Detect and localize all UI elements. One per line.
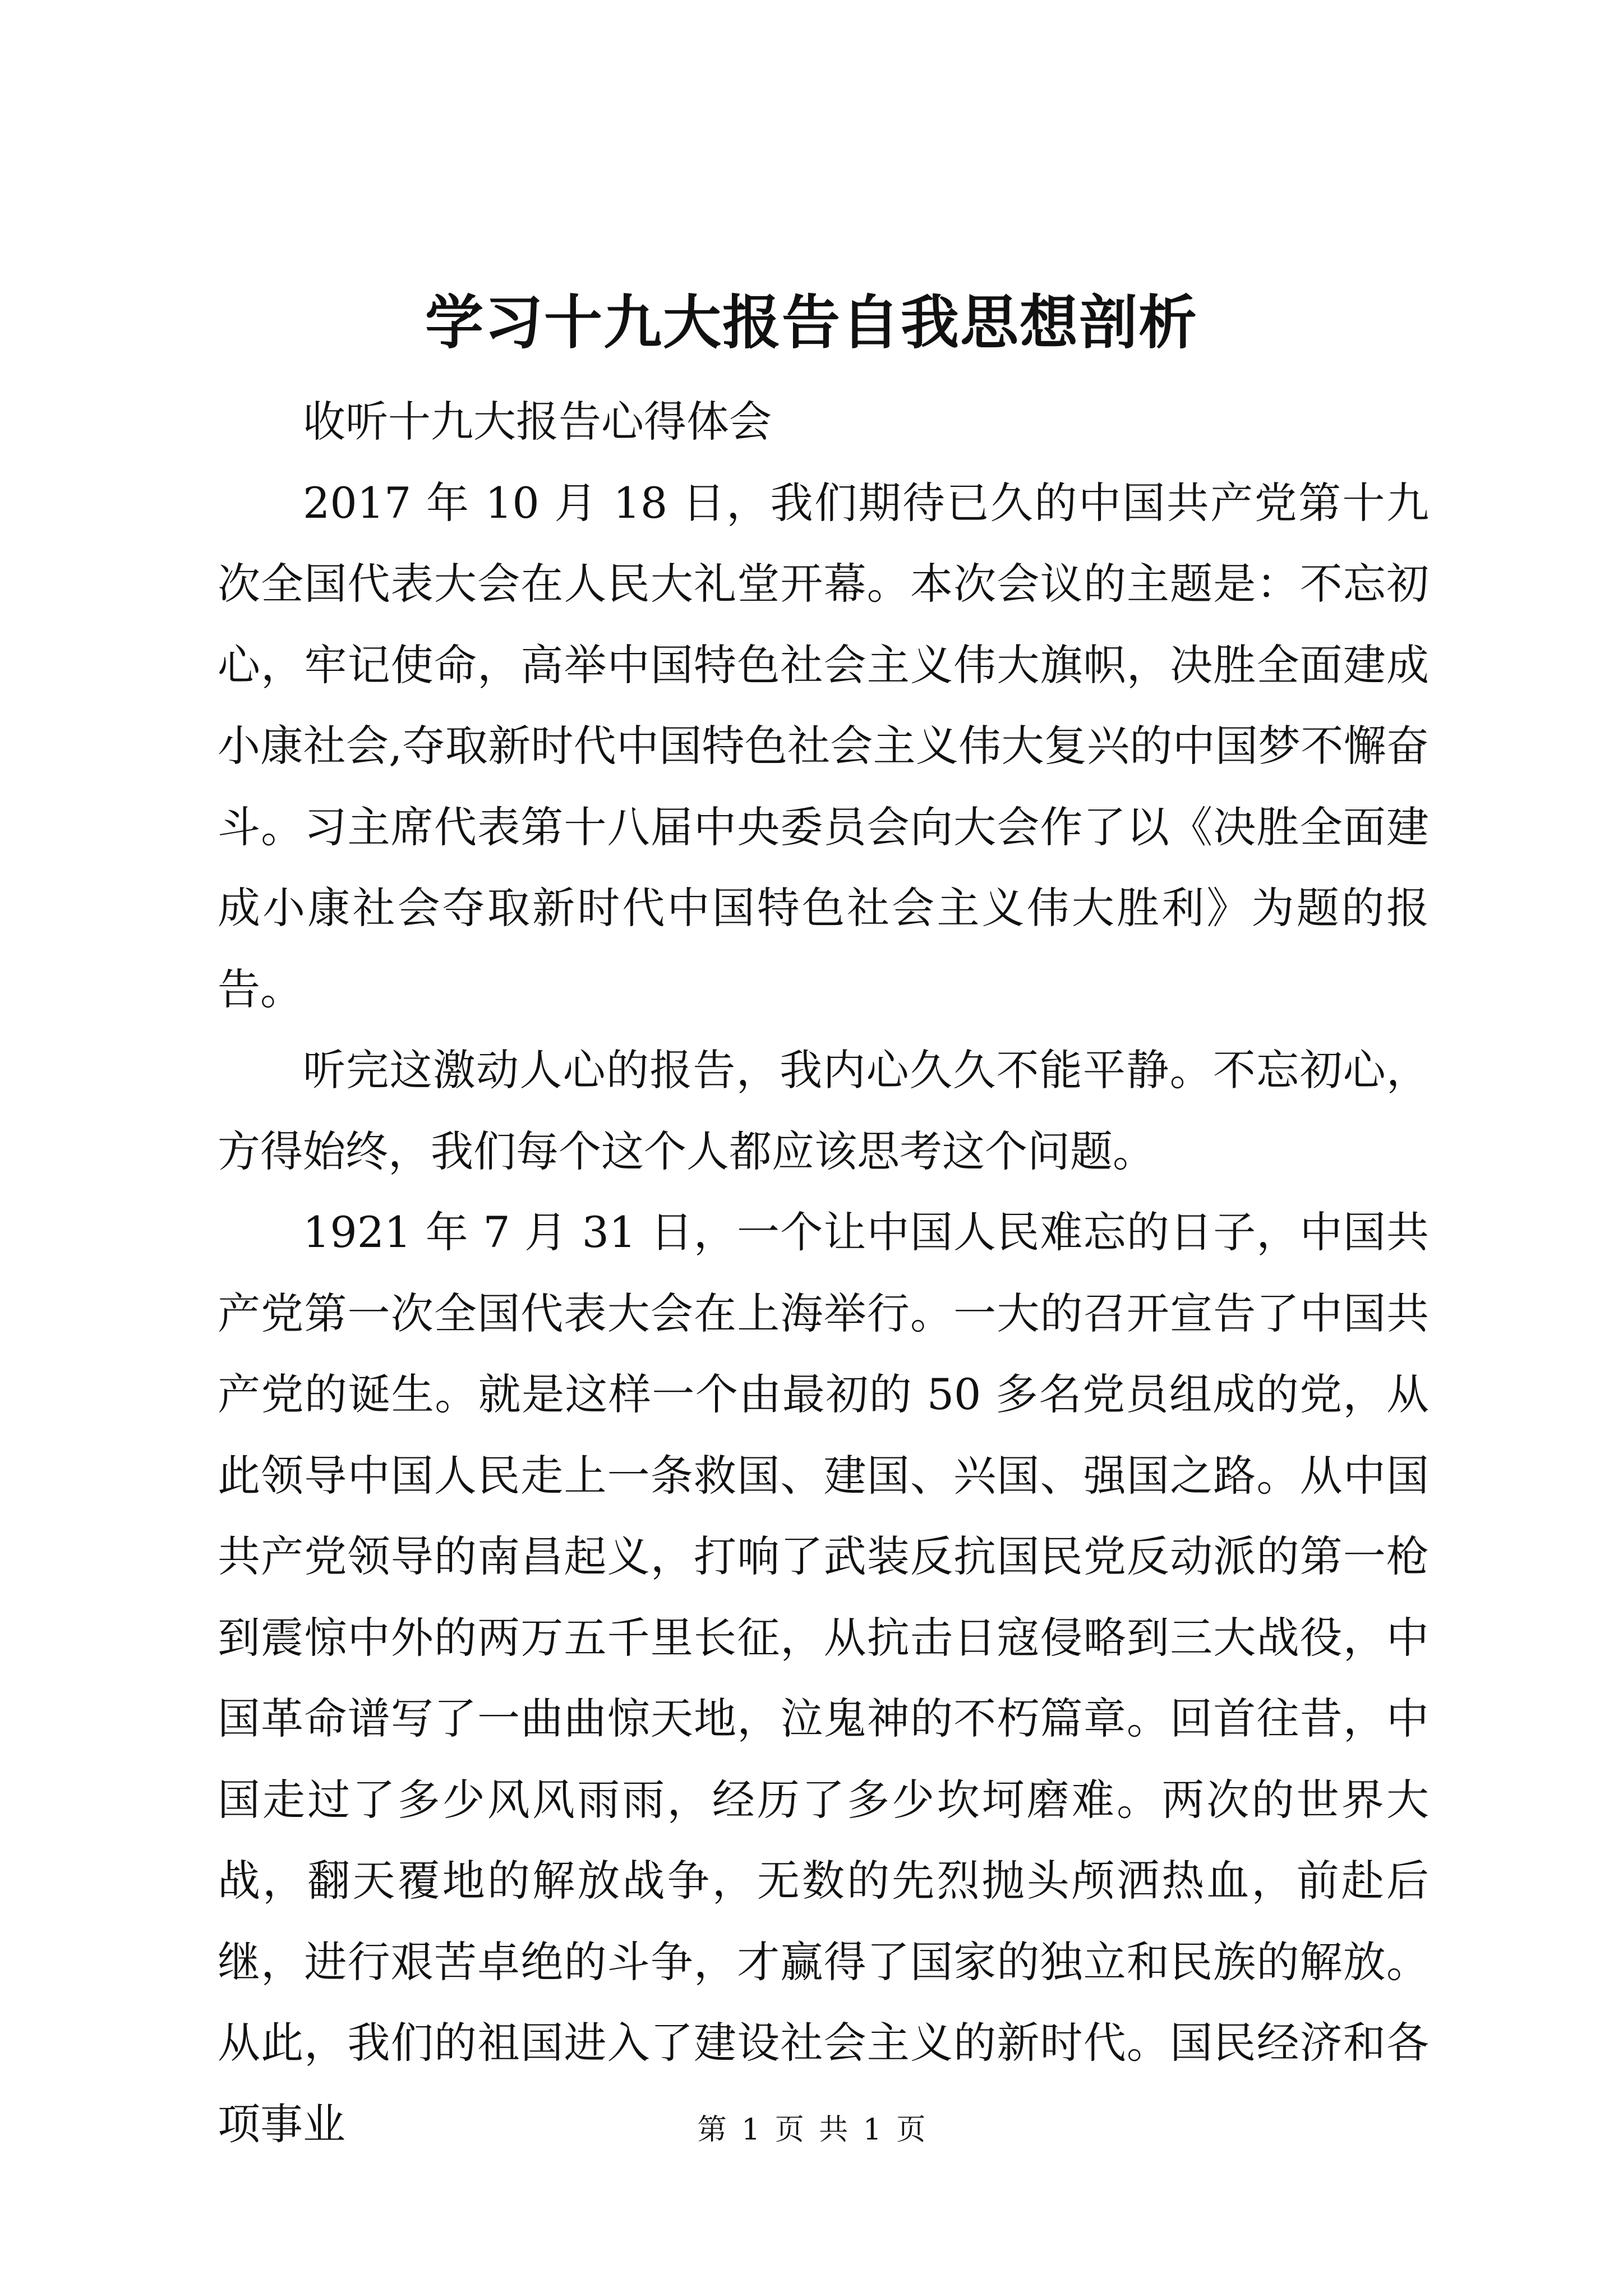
paragraph-subtitle: 收听十九大报告心得体会 — [303, 397, 772, 447]
document-title: 学习十九大报告自我思想剖析 — [425, 288, 1198, 357]
page-footer: 第 1 页 共 1 页 — [697, 2113, 926, 2147]
paragraph-reflection: 听完这激动人心的报告，我内心久久不能平静。不忘初心，方得始终，我们每个这个人都应该思考这个问题。 — [218, 1045, 1429, 1176]
paragraph-party-history: 1921 年 7 月 31 日，一个让中国人民难忘的日子，中国共产党第一次全国代表大会在上海举行。一大的召开宣告了中国共产党的诞生。就是这样一个由最初的 50 多名党员组成的党，从此领导中国人民走上一条救国、建国、兴国、强国之路。从中国共产党领导的南昌起义，打响了武装反抗国民党反动派的第一枪到震惊中外的两万五千里长征，从抗击日寇侵略到三大战役，中国革命谱写了一曲曲惊天地，泣鬼神的不朽篇章。回首往昔，中国走过了多少风风雨雨，经历了多少坎坷磨难。两次的世界大战，翻天覆地的解放战争，无数的先烈抛头颅洒热血，前赴后继，进行艰苦卓绝的斗争，才赢得了国家的独立和民族的解放。从此，我们的祖国进入了建设社会主义的新时代。国民经济和各项事业 — [218, 1207, 1429, 2149]
paragraph-congress-opening: 2017 年 10 月 18 日，我们期待已久的中国共产党第十九次全国代表大会在人民大礼堂开幕。本次会议的主题是：不忘初心，牢记使命，高举中国特色社会主义伟大旗帜，决胜全面建成小康社会,夺取新时代中国特色社会主义伟大复兴的中国梦不懈奋斗。习主席代表第十八届中央委员会向大会作了以《决胜全面建成小康社会夺取新时代中国特色社会主义伟大胜利》为题的报告。 — [218, 477, 1429, 1014]
document-body — [218, 381, 1429, 2165]
